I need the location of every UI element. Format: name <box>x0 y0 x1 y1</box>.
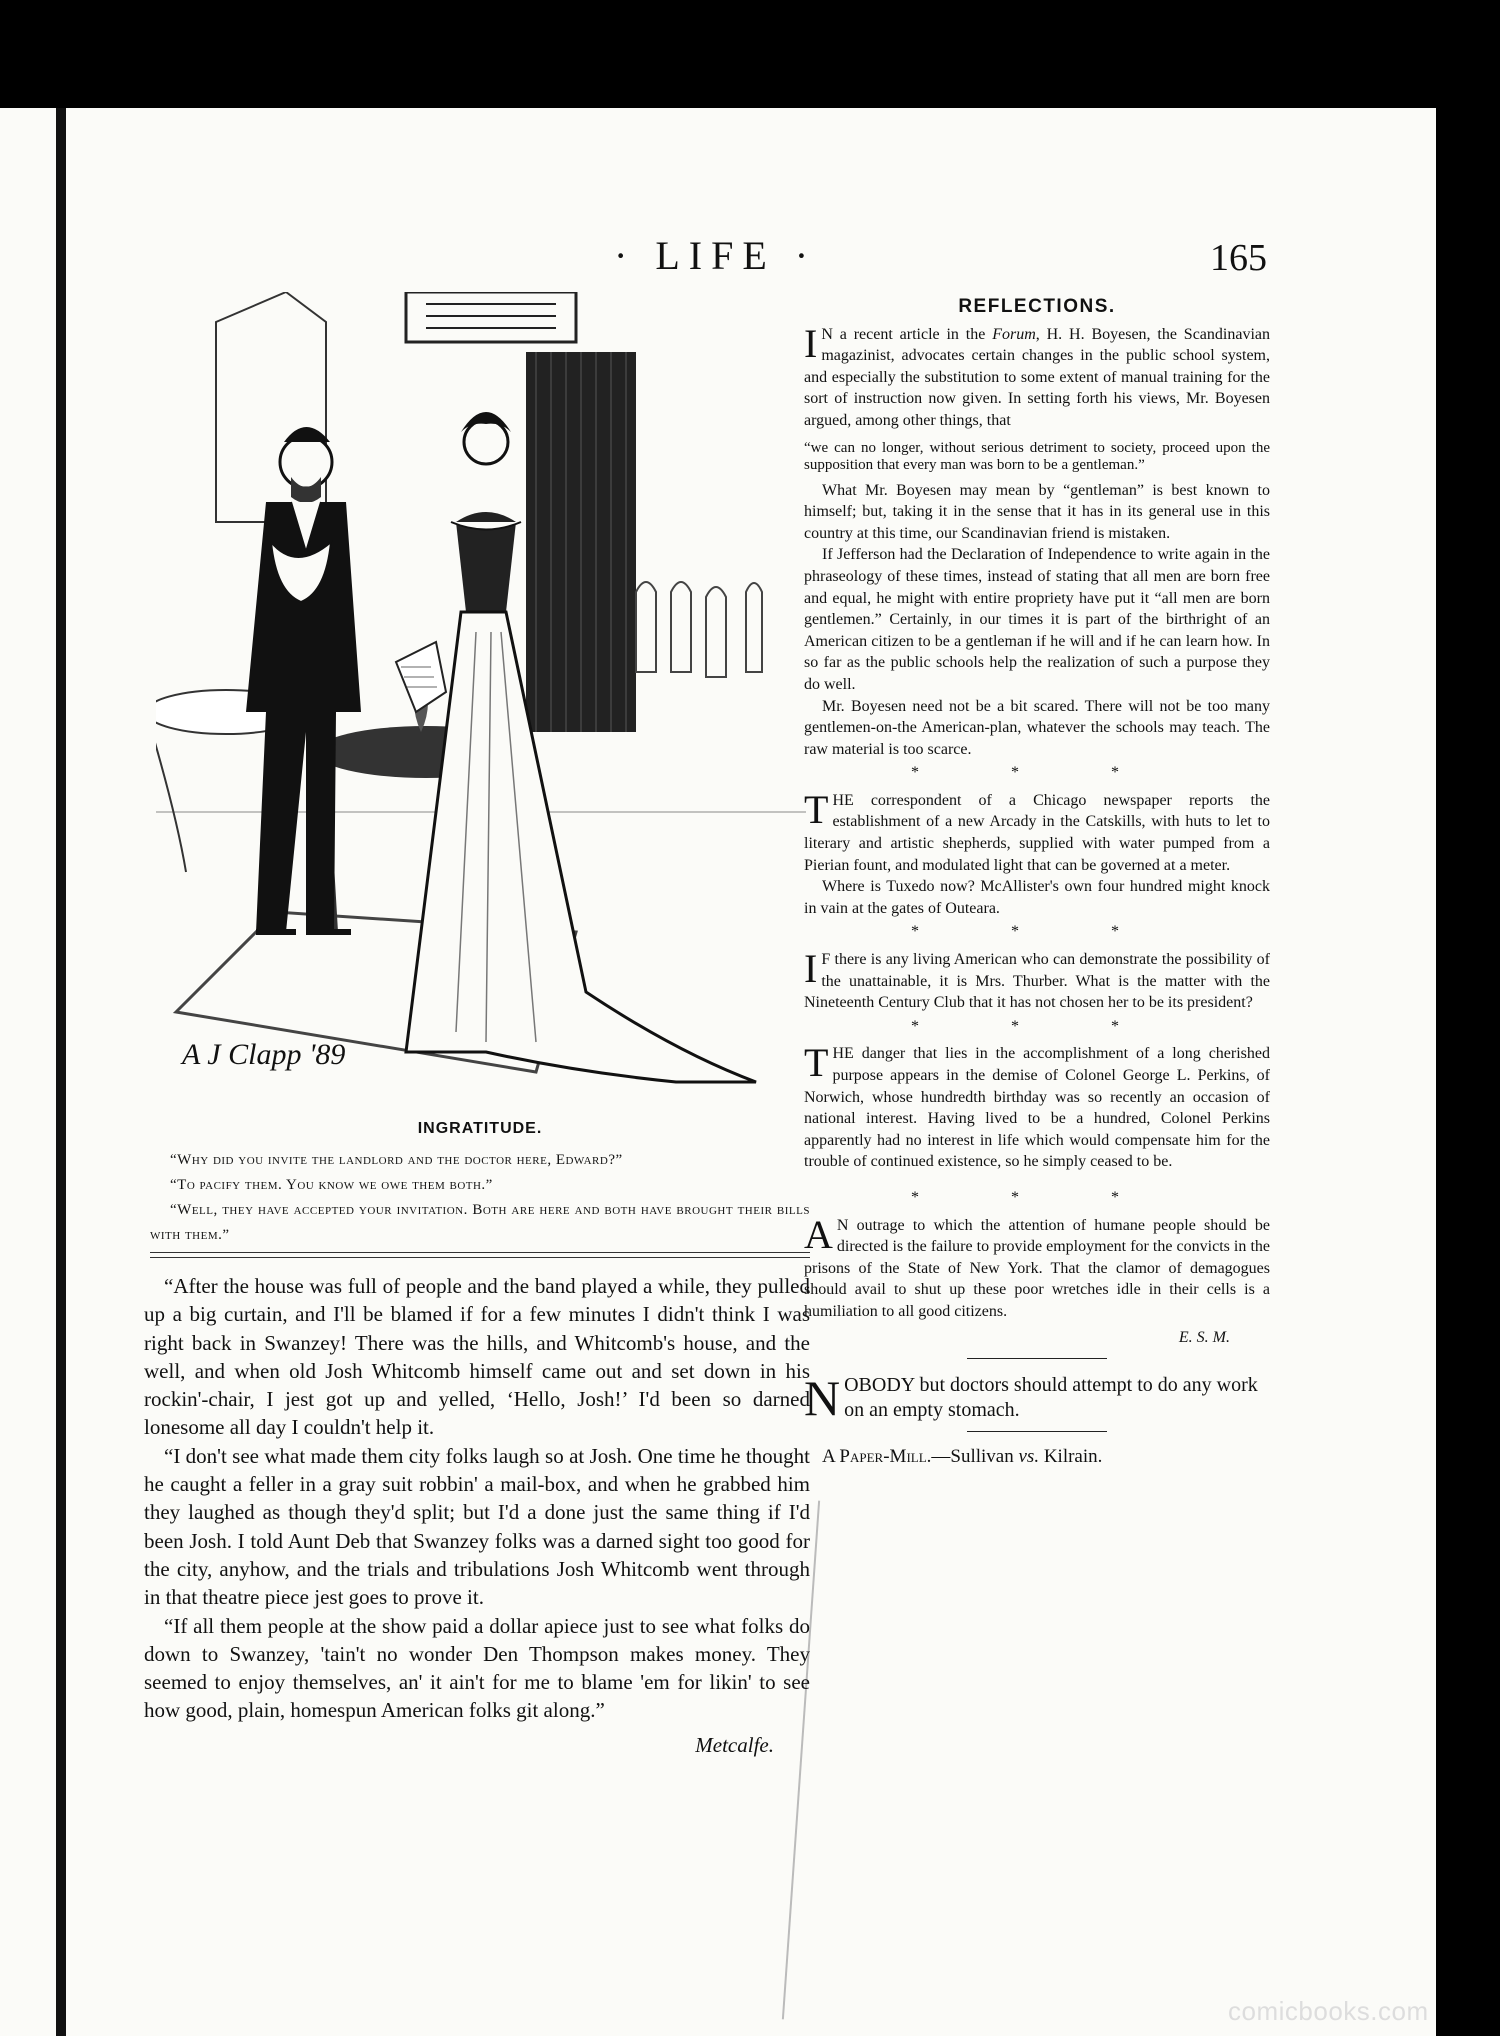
short-divider <box>967 1431 1107 1432</box>
reflections-paragraph <box>804 946 1270 1014</box>
caption-line: “Well, they have accepted your invitation. Both are here and both have brought their bills with them.” <box>150 1202 810 1243</box>
short-divider <box>967 1358 1107 1359</box>
drop-cap: I <box>804 320 818 366</box>
drop-cap: T <box>804 1040 829 1086</box>
artist-signature: A J Clapp '89 <box>182 1038 346 1071</box>
drop-cap: T <box>804 786 829 832</box>
section-divider <box>150 1252 810 1258</box>
reflections-heading: REFLECTIONS. <box>958 296 1116 317</box>
reflections-paragraph <box>804 1040 1270 1173</box>
nobody-joke <box>804 1370 1270 1427</box>
reflections-paragraph <box>804 320 1270 432</box>
text-run: HE correspondent of a Chicago newspaper reports the establishment of a new Arcady in the Catskills, with huts to let to literary and artistic shepherds, supplied with water pumped from a Pierian fount, and modulated light that can be governed at a meter. <box>804 791 1270 874</box>
story-paragraph: “After the house was full of people and the band played a while, they pulled up a big curtain, and I'll be blamed if for a few minutes I didn't think I was right back in Swanzey! There was the hills, and Whitcomb's house, and the well, and when old Josh Whitcomb himself came out and set down in his rockin'-chair, I jest got up and yelled, ‘Hello, Josh!’ I'd been so darned lonesome all day I couldn't help it. <box>144 1274 810 1440</box>
caption-line: “To pacify them. You know we owe them both.” <box>170 1177 493 1193</box>
reflections-signoff: E. S. M. <box>1178 1328 1230 1346</box>
section-stars: * * * <box>911 923 1163 941</box>
drop-cap: I <box>804 946 818 992</box>
text-run: N outrage to which the attention of humane people should be directed is the failure to provide employment for the convicts in the prisons of the State of New York. That the clamor of demagogues should avail to shut up these poor wretches idle in their cells is a humiliation to all good citizens. <box>804 1216 1270 1320</box>
reflections-paragraph: Where is Tuxedo now? McAllister's own four hundred might knock in vain at the gates of Outeara. <box>804 878 1270 917</box>
reflections-paragraph: Mr. Boyesen need not be a bit scared. There will not be too many gentlemen-on-the American-plan, whatever the schools may teach. The raw material is too scarce. <box>804 697 1270 758</box>
text-run: N a recent article in the <box>821 325 993 343</box>
reflections-paragraph <box>804 1211 1270 1323</box>
drop-cap: N <box>804 1370 841 1427</box>
text-run: vs. <box>1018 1446 1040 1468</box>
reflections-paragraph <box>804 786 1270 876</box>
reflections-paragraph: If Jefferson had the Declaration of Independence to write again in the phraseology of these times, instead of stating that all men are born free and equal, he might with entire propriety have put it “all men are born gentlemen.” Certainly, in our times it is part of the birthright of an American citizen to be a gentleman if he will and if he can learn how. In so far as the public schools help the realization of such a purpose they do well. <box>804 546 1270 693</box>
joke-title: A Paper-Mill. <box>822 1446 932 1468</box>
section-stars: * * * <box>911 764 1163 782</box>
masthead: · LIFE · <box>614 233 818 278</box>
illustration-title: INGRATITUDE. <box>417 1120 543 1137</box>
story-paragraph: “I don't see what made them city folks laugh so at Josh. One time he thought he caught a feller in a gray suit robbin' a mail-box, and when he grabbed him they laughed as though they'd split; but I'd a done just the same thing if I'd been Josh. I told Aunt Deb that Swanzey folks was a darned sight too good for the city, anyhow, and the trials and tribulations Josh Whitcomb went through in that theatre piece jest goes to prove it. <box>144 1443 810 1610</box>
story-paragraph: “If all them people at the show paid a dollar apiece just to see what folks do down to Swanzey, 'tain't no wonder Den Thompson makes money. They seemed to enjoy themselves, an' it ain't for me to blame 'em for likin' to see how good, plain, homespun American folks git along.” <box>144 1613 810 1723</box>
story-column <box>144 1272 810 1759</box>
reflections-quote: “we can no longer, without serious detriment to society, proceed upon the supposition that every man was born to be a gentleman.” <box>804 439 1270 473</box>
site-watermark: comicbooks.com <box>1228 1996 1429 2026</box>
text-run: OBODY but doctors should attempt to do any work on an empty stomach. <box>844 1374 1258 1422</box>
section-stars: * * * <box>911 1188 1163 1206</box>
illustration-caption <box>150 1148 810 1248</box>
forum-title: Forum <box>992 325 1036 343</box>
cartoon-illustration-icon <box>156 292 806 1092</box>
paper-mill-joke <box>804 1446 1270 1468</box>
text-run: F there is any living American who can demonstrate the possibility of the unattainable, it is Mrs. Thurber. What is the matter with the Nineteenth Century Club that it has not chosen her to be its president? <box>804 951 1270 1012</box>
caption-line: “Why did you invite the landlord and the doctor here, Edward?” <box>170 1152 623 1168</box>
text-run: , H. H. Boyesen, the Scandinavian magazinist, advocates certain changes in the public school system, and especially the substitution to some extent of manual training for the sort of instruction now given. In setting forth his views, Mr. Boyesen argued, among other things, that <box>804 325 1270 429</box>
reflections-paragraph: What Mr. Boyesen may mean by “gentleman” is best known to himself; but, taking it in the sense that it has in its general use in this country at this time, our Scandinavian friend is mistaken. <box>804 481 1270 542</box>
text-run: —Sullivan <box>931 1446 1019 1468</box>
drop-cap: A <box>804 1211 833 1257</box>
text-run: HE danger that lies in the accomplishment of a long cherished purpose appears in the demise of Colonel George L. Perkins, of Norwich, whose hundredth birthday was so recently an occasion of national interest. Having lived to be a hundred, Colonel Perkins apparently had no interest in life which would compensate him for the trouble of continued existence, so he simply ceased to be. <box>804 1045 1270 1171</box>
section-stars: * * * <box>911 1017 1163 1035</box>
page-binding <box>56 108 66 2036</box>
text-run: Kilrain. <box>1039 1446 1103 1468</box>
reflections-column <box>804 296 1270 1468</box>
page-number: 165 <box>1210 237 1267 279</box>
story-byline: Metcalfe. <box>695 1732 774 1757</box>
